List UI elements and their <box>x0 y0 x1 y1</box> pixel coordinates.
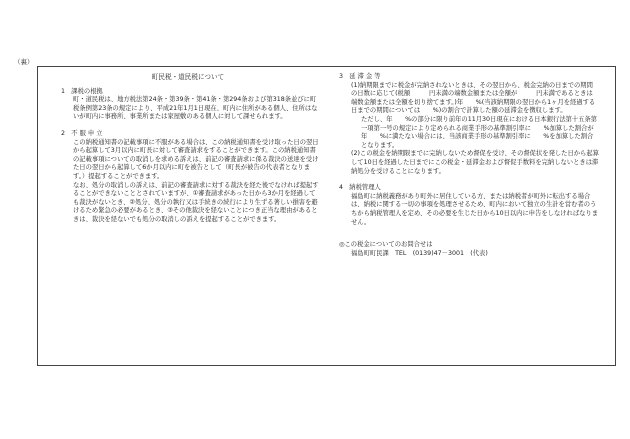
section-tax-agent <box>335 184 599 227</box>
section-late-fees <box>335 73 599 176</box>
section-heading: 4 納税管理人 <box>339 184 381 192</box>
document-title: 町民税・道民税について <box>151 73 225 81</box>
section-paragraph: 福島町に納税義務があり町外に居住している方、または納税者が町外に転出する場合は、納税に関する一切の事項を処理させるため、町内において独立の生計を営む者のうちから納税管理人を定め、その必要を生じた日から10日以内に申告をしなければなりません。 <box>351 192 599 226</box>
section-body <box>335 82 599 177</box>
section-paragraph: ただし、年 %の部分に限り前年の11月30日現在における日本銀行法第十五条第一項第一号の規定により定められる商業手形の基準割引率に %加算した割合が年 %に満たない場合には、当該商業手形の基準割引率に %を加算した割合となります。 <box>361 115 598 149</box>
section-paragraph: 町・道民税は、地方税法第24条・第39条・第41条・第294条および第318条並びに町税条例第23条の規定により、平成21年1月1日現在、町内に住所がある個人、住所はないが町内に事務所、事業所または家屋敷のある個人に対して課せられます。 <box>73 96 318 121</box>
section-paragraph: (1)納期限までに税金が完納されないときは、その翌日から、税金完納の日までの期間の日数に応じて(税額 円未満の端数金額または全額が 円未満であるときは端数金額または全額を切り捨てます。)年 %(当該納期限の翌日から1ヶ月を経過する日までの期間については %)の割合で計算した額の延滞金を徴収します。 <box>351 81 596 115</box>
section-paragraph: なお、処分の取消しの訴えは、前記の審査請求に対する裁決を経た後でなければ提起することができないこととされていますが、①審査請求があった日から3か月を経過しても裁決がないとき、②処分、処分の執行又は手続きの続行により生ずる著しい損害を避けるため緊急の必要があるとき、③その他裁決を経ないことにつき正当な理由があるときは、裁決を経ないでも処分の取消しの訴えを提起することができます。 <box>73 181 319 223</box>
section-paragraph: (2)この税金を納期限までに完納しないため督促を受け、その督促状を発した日から起算して10日を経過した日までにこの税金・延滞金および督促手数料を完納しないときは滞納処分を受けることになります。 <box>351 150 599 175</box>
reverse-side-tag: （裏） <box>14 58 34 66</box>
left-column <box>57 73 319 233</box>
section-heading: 1 課税の根拠 <box>61 87 103 95</box>
notice-frame <box>37 66 616 366</box>
section-heading: 3 延 滞 金 等 <box>339 73 381 80</box>
section-objection <box>57 130 319 225</box>
section-body <box>57 139 319 225</box>
section-paragraph: この納税通知書の記載事項に不服がある場合は、この納税通知書を受け取った日の翌日から起算して3月以内に町長に対して審査請求をすることができます。この納税通知書の記載事項についての取消しを求める訴えは、前記の審査請求に係る裁決の送達を受けた日の翌日から起算して6か月以内に町を被告として（町長が被告の代表者となります。）提起することができます。 <box>73 138 319 180</box>
section-heading: 2 不 服 申 立 <box>61 129 103 137</box>
section-body <box>57 96 319 122</box>
section-tax-basis <box>57 88 319 122</box>
right-column <box>335 73 599 266</box>
contact-heading: ◎この税金についてのお問合せは <box>339 241 433 249</box>
contact-line: 福島町町民課 TEL (0139)47－3001 (代表) <box>351 249 488 257</box>
section-body <box>335 193 599 227</box>
